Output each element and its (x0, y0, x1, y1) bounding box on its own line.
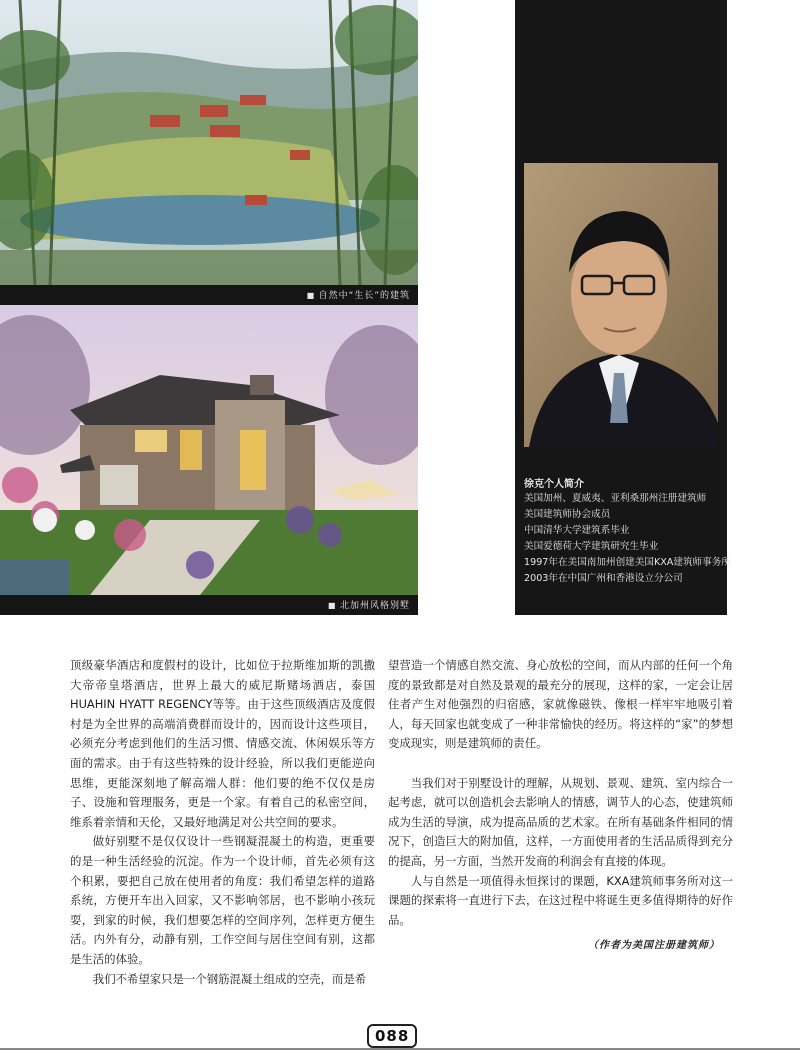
bottom-photo-caption-bar (0, 595, 418, 615)
profile-item: 中国清华大学建筑系毕业 (524, 525, 630, 536)
profile-item: 美国爱德荷大学建筑研究生毕业 (524, 541, 659, 552)
author-signature: （作者为美国注册建筑师） (588, 940, 720, 951)
paragraph: 望营造一个情感自然交流、身心放松的空间，而从内部的任何一个角度的景致都是对自然及景观的最充分的展现，这样的家，一定会让居住者产生对他强烈的归宿感，家就像磁铁、像根一样牢牢地吸引着人，每天回家也就变成了一种非常愉快的经历。将这样的“家”的梦想变成现实，则是建筑师的责任。 (388, 658, 733, 751)
architect-portrait (524, 163, 718, 447)
article-column-right (388, 656, 733, 930)
paragraph: 做好别墅不是仅仅设计一些钢凝混凝土的构造，更重要的是一种生活经验的沉淀。作为一个设计师，首先必须有这个积累，要把自己放在使用者的角度：我们希望怎样的道路系统，方便开车出入回家，又不影响邻居，也不影响小孩玩耍，到家的时候，我们想要怎样的空间序列，怎样更方便生活。内外有分，动静有别，工作空间与居住空间有别，这都是生活的体验。 (70, 834, 375, 966)
paragraph: 当我们对于别墅设计的理解，从规划、景观、建筑、室内综合一起考虑，就可以创造机会去影响人的情感，调节人的心态，使建筑师成为生活的导演，成为提高品质的艺术家。在所有基础条件相同的情况下，创造巨大的附加值，这样，一方面使用者的生活品质得到充分的提高，另一方面，当然开发商的利润会有直接的体现。 (388, 775, 733, 868)
paragraph: 人与自然是一项值得永恒探讨的课题，KXA建筑师事务所对这一课题的探索将一直进行下去，在这过程中将诞生更多值得期待的好作品。 (388, 873, 733, 927)
resort-watercolor-photo (0, 0, 418, 285)
profile-panel (515, 0, 731, 615)
top-photo-caption-bar (0, 285, 418, 305)
bottom-rule (0, 1048, 800, 1050)
profile-list (524, 491, 731, 587)
bottom-photo-caption: ■ 北加州风格别墅 (328, 598, 410, 611)
villa-render-photo (0, 305, 418, 595)
article-column-left (70, 656, 375, 989)
profile-item: 1997年在美国南加州创建美国KXA建筑师事务所 (524, 557, 731, 568)
paragraph: 顶级豪华酒店和度假村的设计，比如位于拉斯维加斯的凯撒大帝帝皇塔酒店，世界上最大的威尼斯赌场酒店，泰国HUAHIN HYATT REGENCY等等。由于这些顶级酒店及度假村是为全世界的高端消费群而设计的，因而设计这些项目，必须充分考虑到他们的生活习惯、情感交流、休闲娱乐等方面的需求。由于有这些特殊的设计经验，所以我们更能逆向思维，更能深刻地了解高端人群：他们要的绝不仅仅是房子、设施和管理服务，更是一个家。有着自己的私密空间，维系着亲情和天伦，又最好地满足对公共空间的要求。 (70, 658, 375, 829)
page-number-box (367, 1024, 417, 1048)
page-number: 088 (367, 1024, 417, 1048)
profile-item: 美国加州、夏威夷、亚利桑那州注册建筑师 (524, 493, 707, 504)
top-photo-caption: ■ 自然中“生长”的建筑 (307, 288, 410, 301)
profile-item: 2003年在中国广州和香港设立分公司 (524, 573, 683, 584)
profile-title: 徐克个人简介 (524, 479, 584, 490)
paragraph: 我们不希望家只是一个钢筋混凝土组成的空壳，而是希 (92, 971, 367, 986)
profile-item: 美国建筑师协会成员 (524, 509, 611, 520)
